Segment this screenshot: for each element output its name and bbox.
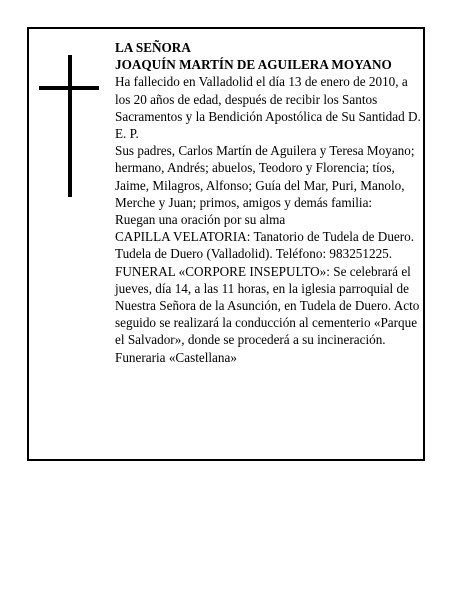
funeral-info: FUNERAL «CORPORE INSEPULTO»: Se celebrará el jueves, día 14, a las 11 horas, en la iglesia parroquial de Nuestra Señora de la Asunción, en Tudela de Duero. Acto seguido se realizará la conducción al cementerio «Parque el Salvador», donde se procederá a su incineración. xyxy=(115,263,420,348)
prayer-request: Ruegan una oración por su alma xyxy=(115,212,286,228)
family-list: Sus padres, Carlos Martín de Aguilera y Teresa Moyano; hermano, Andrés; abuelos, Teodoro y Florencia; tíos, Jaime, Milagros, Alfonso; Guía del Mar, Puri, Manolo, Merche y Juan; primos, amigos y demás familia: xyxy=(115,143,415,210)
funeral-home: Funeraria «Castellana» xyxy=(115,349,237,365)
cross-vertical-bar xyxy=(68,55,72,197)
chapel-info: CAPILLA VELATORIA: Tanatorio de Tudela de Duero. Tudela de Duero (Valladolid). Teléfono: 983251225. xyxy=(115,229,415,262)
obituary-notice xyxy=(27,27,425,461)
cross-horizontal-bar xyxy=(39,86,99,90)
death-statement: Ha fallecido en Valladolid el día 13 de enero de 2010, a los 20 años de edad, después de recibir los Santos Sacramentos y la Bendición Apostólica de Su Santidad D. E. P. xyxy=(115,74,421,142)
title-line: LA SEÑORA xyxy=(115,40,191,55)
deceased-name: JOAQUÍN MARTÍN DE AGUILERA MOYANO xyxy=(115,57,392,73)
obituary-text xyxy=(115,39,423,366)
